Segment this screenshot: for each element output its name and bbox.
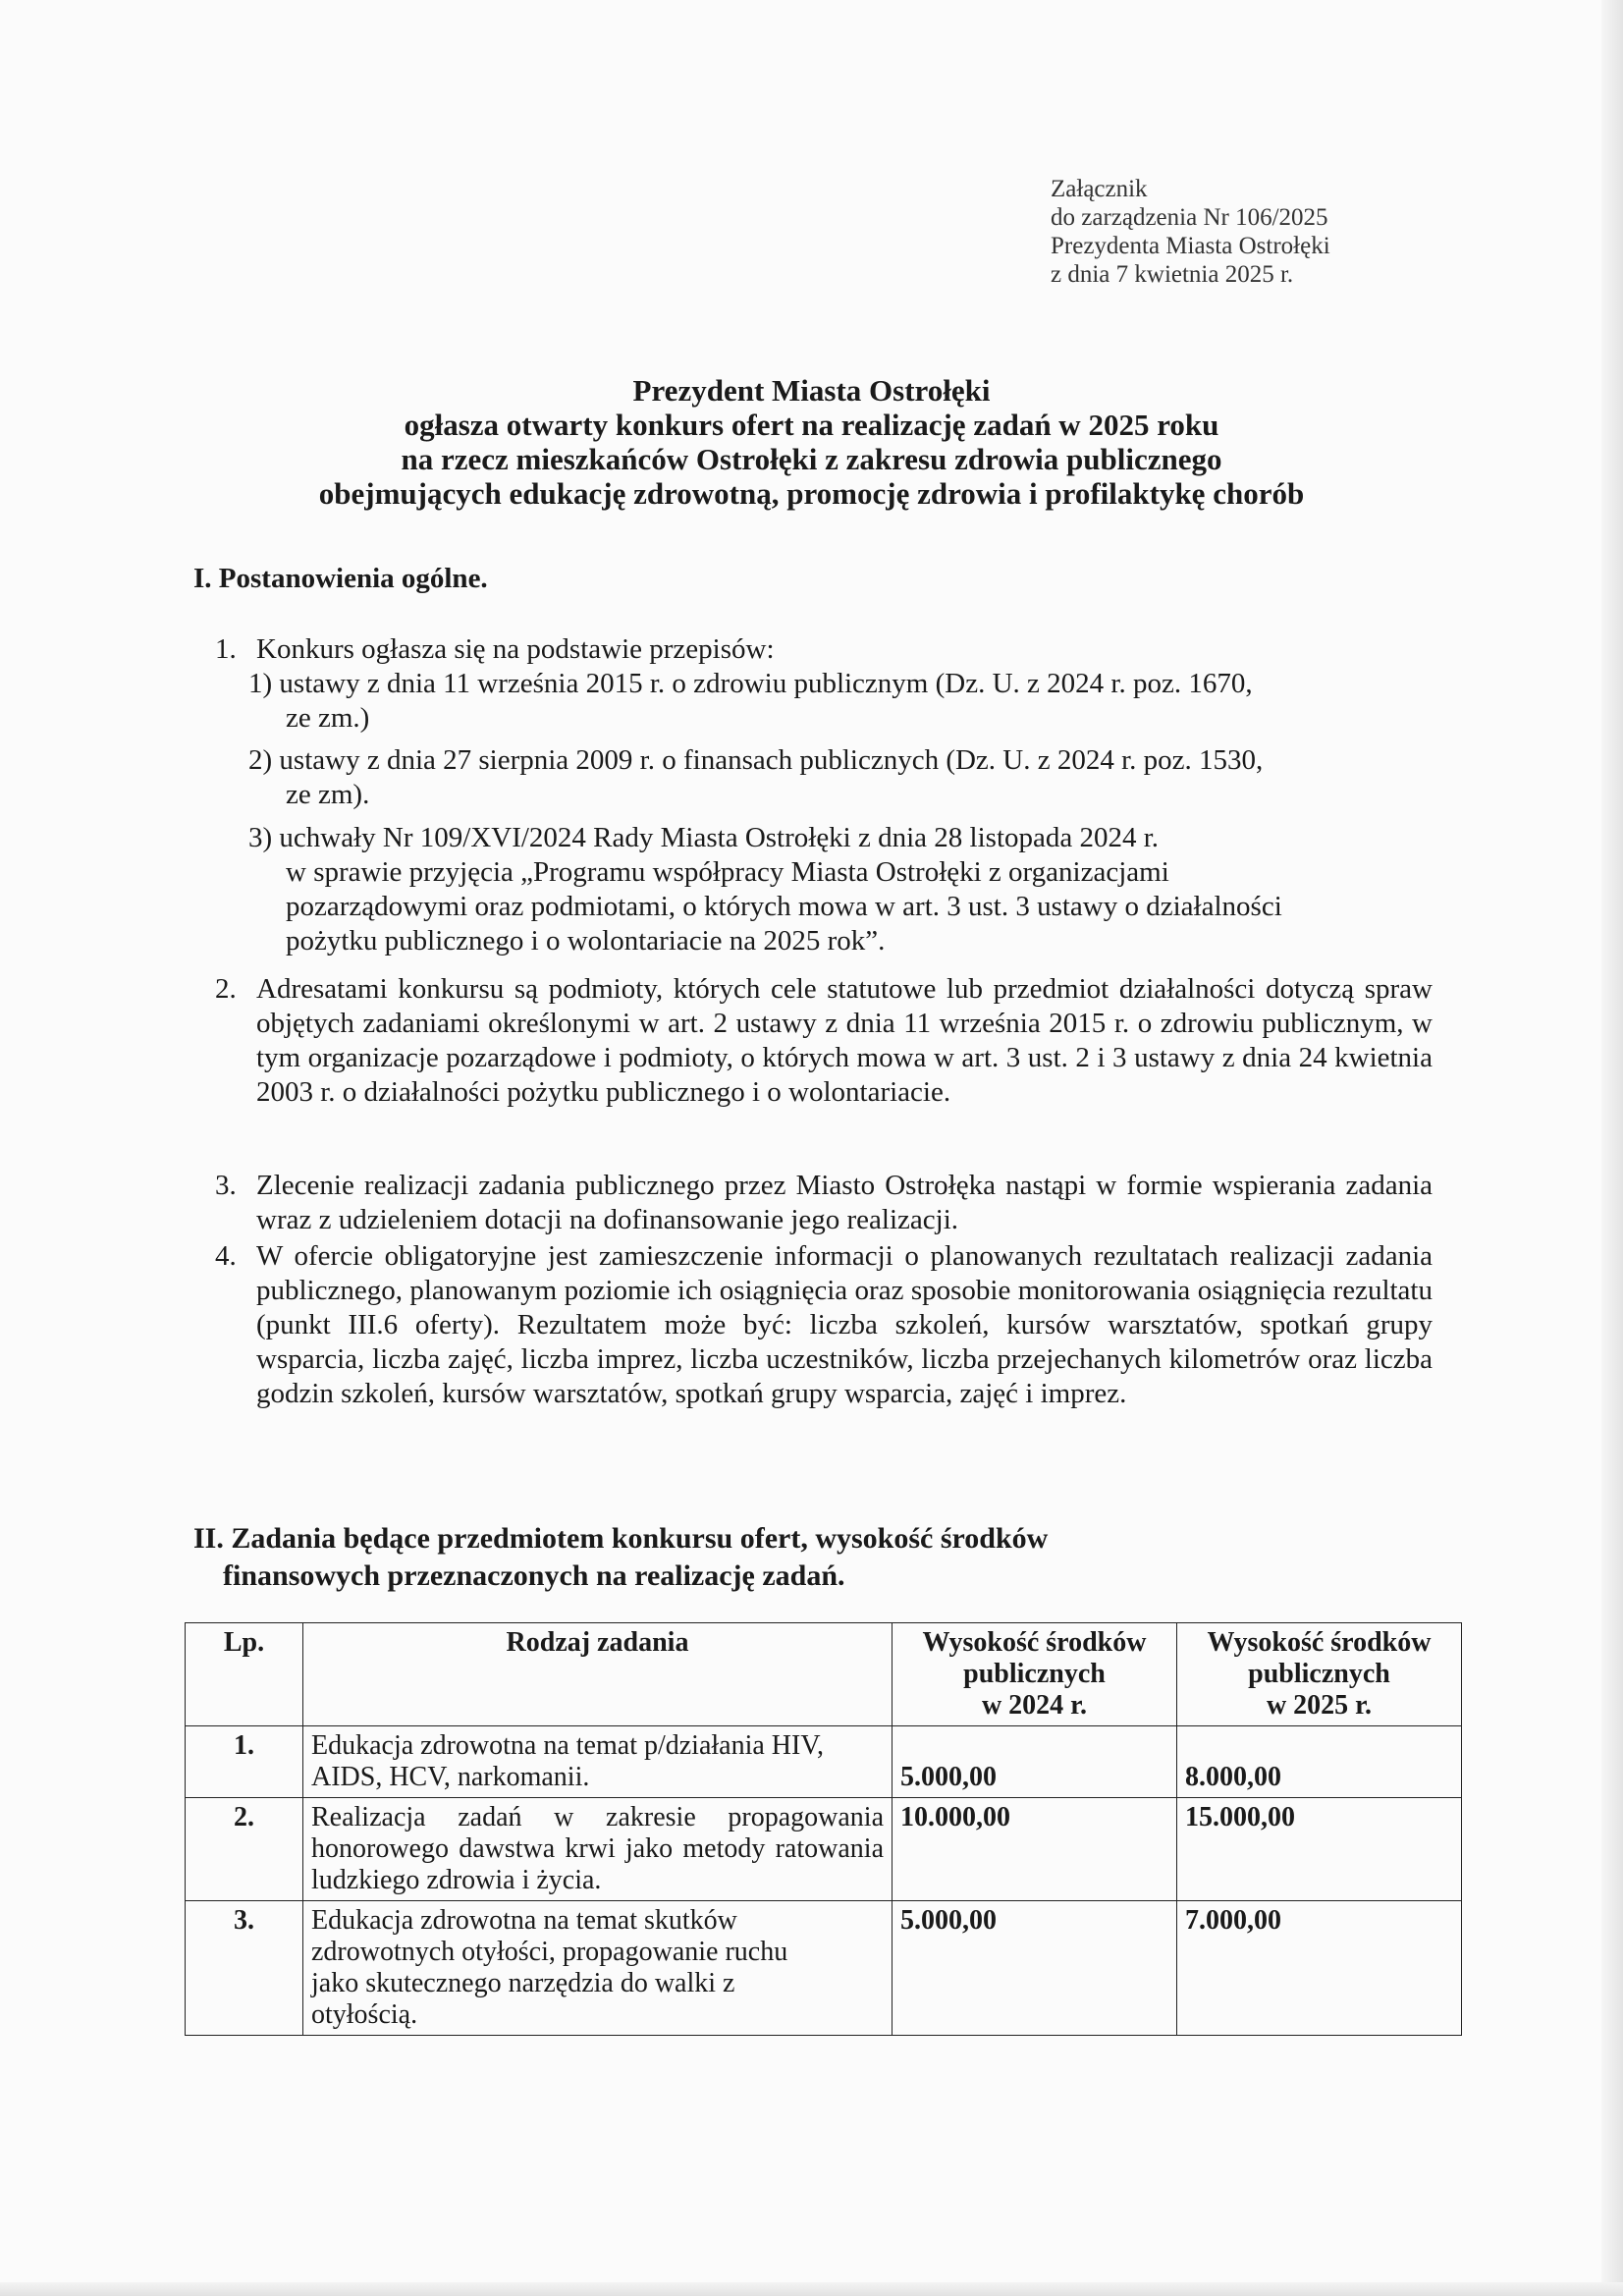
- title-line: na rzecz mieszkańców Ostrołęki z zakresu zdrowia publicznego: [401, 442, 1222, 476]
- sub-item-text: uchwały Nr 109/XVI/2024 Rady Miasta Ostrołęki z dnia 28 listopada 2024 r.: [279, 822, 1160, 853]
- header-line: publicznych: [963, 1659, 1106, 1689]
- item-number: 4.: [215, 1240, 237, 1272]
- cell-line: otyłością.: [311, 1999, 418, 2030]
- title-line: obejmujących edukację zdrowotną, promocję zdrowia i profilaktykę chorób: [318, 476, 1305, 511]
- item-number: 2.: [215, 973, 237, 1005]
- attachment-line: do zarządzenia Nr 106/2025: [1051, 204, 1328, 231]
- cell-rodzaj: [303, 1901, 893, 2036]
- table-row: [186, 1726, 1462, 1798]
- table-header-row: [186, 1623, 1462, 1726]
- title-line: ogłasza otwarty konkurs ofert na realizację zadań w 2025 roku: [404, 408, 1219, 442]
- sub-item-text: ze zm).: [286, 779, 370, 810]
- item-number: 1.: [215, 633, 237, 665]
- cell-w2024: 5.000,00: [893, 1726, 1177, 1798]
- document-title: [147, 373, 1476, 511]
- sub-item-text: ze zm.): [286, 702, 370, 734]
- sub-item-text: pożytku publicznego i o wolontariacie na 2025 rok”.: [286, 925, 886, 957]
- cell-line: jako skutecznego narzędzia do walki z: [311, 1968, 735, 1998]
- attachment-line: z dnia 7 kwietnia 2025 r.: [1051, 261, 1294, 288]
- header-line: Wysokość środków: [922, 1627, 1147, 1658]
- sub-item-text: w sprawie przyjęcia „Programu współpracy Miasta Ostrołęki z organizacjami: [286, 856, 1169, 888]
- sub-item-text: pozarządowymi oraz podmiotami, o których mowa w art. 3 ust. 3 ustawy o działalności: [286, 891, 1282, 922]
- sub-item-text: ustawy z dnia 11 września 2015 r. o zdrowiu publicznym (Dz. U. z 2024 r. poz. 1670,: [279, 668, 1253, 699]
- cell-w2025: 15.000,00: [1177, 1798, 1462, 1901]
- cell-rodzaj: [303, 1726, 893, 1798]
- list-item: [215, 1239, 1433, 1411]
- cell-w2024: 10.000,00: [893, 1798, 1177, 1901]
- cell-rodzaj: Realizacja zadań w zakresie propagowania honorowego dawstwa krwi jako metody ratowania ludzkiego zdrowia i życia.: [303, 1798, 893, 1901]
- attachment-note: [1051, 175, 1330, 289]
- cell-w2024: 5.000,00: [893, 1901, 1177, 2036]
- item-text: Zlecenie realizacji zadania publicznego przez Miasto Ostrołęka nastąpi w formie wspierania zadania wraz z udzieleniem dotacji na dofinansowanie jego realizacji.: [256, 1170, 1433, 1235]
- tasks-table: [185, 1622, 1462, 2036]
- cell-lp: 2.: [186, 1798, 303, 1901]
- section-heading-line: II. Zadania będące przedmiotem konkursu ofert, wysokość środków: [193, 1522, 1049, 1555]
- table-row: [186, 1901, 1462, 2036]
- cell-w2025: 8.000,00: [1177, 1726, 1462, 1798]
- cell-lp: 3.: [186, 1901, 303, 2036]
- header-w2025: [1177, 1623, 1462, 1726]
- sub-list-item: [248, 743, 1432, 812]
- cell-w2025: 7.000,00: [1177, 1901, 1462, 2036]
- cell-line: AIDS, HCV, narkomanii.: [311, 1762, 590, 1792]
- sub-item-number: 3): [248, 822, 273, 853]
- sub-list-item: [248, 821, 1432, 958]
- header-line: Wysokość środków: [1207, 1627, 1432, 1658]
- list-item: [215, 1169, 1433, 1237]
- sub-item-number: 2): [248, 744, 273, 776]
- item-number: 3.: [215, 1170, 237, 1201]
- header-rodzaj: Rodzaj zadania: [303, 1623, 893, 1726]
- header-line: w 2024 r.: [981, 1690, 1088, 1721]
- cell-line: Edukacja zdrowotna na temat p/działania HIV,: [311, 1730, 824, 1761]
- section-heading: [193, 1520, 1048, 1595]
- title-line: Prezydent Miasta Ostrołęki: [632, 373, 991, 408]
- sub-item-text: ustawy z dnia 27 sierpnia 2009 r. o finansach publicznych (Dz. U. z 2024 r. poz. 1530,: [279, 744, 1264, 776]
- header-lp: Lp.: [186, 1623, 303, 1726]
- cell-line: Edukacja zdrowotna na temat skutków: [311, 1905, 737, 1936]
- list-item: [215, 972, 1433, 1110]
- item-text: W ofercie obligatoryjne jest zamieszczenie informacji o planowanych rezultatach realizacji zadania publicznego, planowanym poziomie ich osiągnięcia oraz sposobie monitorowania osiągnięcia rezultatu (punkt III.6 oferty). Rezultatem może być: liczba szkoleń, kursów warsztatów, spotkań grupy wsparcia, liczba zajęć, liczba imprez, liczba uczestników, liczba przejechanych kilometrów oraz liczba godzin szkoleń, kursów warsztatów, spotkań grupy wsparcia, zajęć i imprez.: [256, 1240, 1433, 1409]
- section-heading-line: finansowych przeznaczonych na realizację zadań.: [223, 1559, 845, 1592]
- cell-lp: 1.: [186, 1726, 303, 1798]
- list-item: [215, 632, 1423, 667]
- attachment-line: Prezydenta Miasta Ostrołęki: [1051, 233, 1330, 259]
- scan-edge: [0, 2282, 1623, 2296]
- sub-item-number: 1): [248, 668, 273, 699]
- cell-line: zdrowotnych otyłości, propagowanie ruchu: [311, 1937, 788, 1967]
- scan-edge: [1601, 0, 1623, 2296]
- item-text: Adresatami konkursu są podmioty, których cele statutowe lub przedmiot działalności dotyczą spraw objętych zadaniami określonymi w art. 2 ustawy z dnia 11 września 2015 r. o zdrowiu publicznym, w tym organizacje pozarządowe i podmioty, o których mowa w art. 3 ust. 2 i 3 ustawy z dnia 24 kwietnia 2003 r. o działalności pożytku publicznego i o wolontariacie.: [256, 973, 1433, 1108]
- header-line: publicznych: [1248, 1659, 1390, 1689]
- section-heading: I. Postanowienia ogólne.: [193, 563, 488, 594]
- header-w2024: [893, 1623, 1177, 1726]
- header-line: w 2025 r.: [1266, 1690, 1373, 1721]
- sub-list-item: [248, 667, 1432, 736]
- attachment-line: Załącznik: [1051, 176, 1148, 202]
- table-row: [186, 1798, 1462, 1901]
- item-text: Konkurs ogłasza się na podstawie przepisów:: [256, 633, 775, 665]
